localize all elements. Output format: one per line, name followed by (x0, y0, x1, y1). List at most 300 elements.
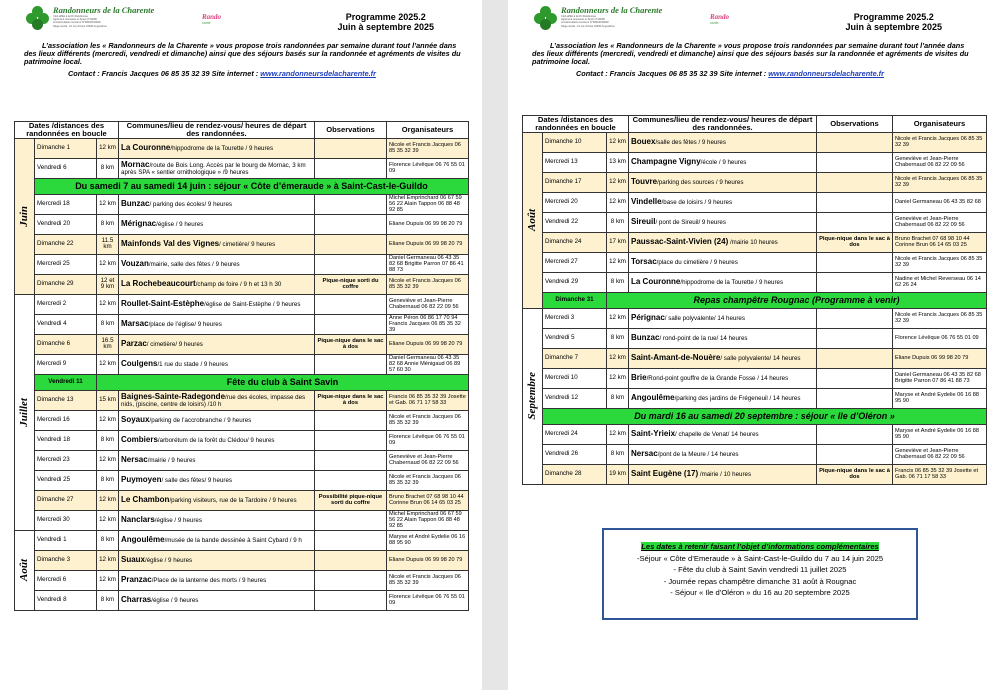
town-name: Baignes-Sainte-Radegonde (121, 391, 226, 401)
town-name: Champagne Vigny (631, 157, 701, 167)
organizer-cell: Nicole et Francis Jacques 06 85 35 32 39 (387, 138, 469, 158)
table-row (15, 334, 469, 354)
observation-cell: Pique-nique sorti du coffre (315, 274, 387, 294)
town-name: Pérignac (631, 313, 665, 323)
club-details: Club affilié à la FF Randonnée Agrément Jeunesse et Sport N°16038 Immatriculation tourisme N°IM016190002 Siège social : 21 rue d’Anse 16000 Angoulême (53, 15, 107, 28)
col-header-place: Communes/lieu de rendez-vous/ heures de départ des randonnées. (629, 116, 817, 133)
distance-cell: 11.5 km (97, 234, 119, 254)
place-cell (119, 314, 315, 334)
town-name: Nanclars (121, 515, 155, 525)
month-label-aout (523, 132, 543, 308)
meeting-point: /église / 9 heures (151, 597, 199, 605)
meeting-point: /rue des écoles, impasse des nids, (piscine, centre de loisirs) /10 h (121, 393, 306, 408)
date-cell: Mercredi 30 (35, 510, 97, 530)
table-row (523, 308, 987, 328)
organizer-cell: Eliane Dupuis 06 99 98 20 79 (387, 214, 469, 234)
distance-cell: 8 km (607, 212, 629, 232)
table-row (15, 550, 469, 570)
distance-cell: 16.5 km (97, 334, 119, 354)
distance-cell: 12 km (97, 138, 119, 158)
meeting-point: /pont de la Meure / 14 heures (657, 451, 739, 459)
meeting-point: /place du cimetière / 9 heures (656, 259, 738, 267)
meeting-point: / cimetière/ 9 heures (146, 341, 203, 349)
distance-cell: 12 km (97, 570, 119, 590)
month-name: Juin (18, 205, 31, 227)
table-row (15, 470, 469, 490)
key-date-line: - Séjour « Ile d’Oléron » du 16 au 20 septembre 2025 (670, 588, 850, 598)
organizer-cell: Geneviève et Jean-Pierre Chabernaud 06 82 22 09 56 (893, 212, 987, 232)
meeting-point: / salle polyvalente/ 14 heures (664, 315, 745, 323)
date-cell: Vendredi 26 (543, 444, 607, 464)
meeting-point: /champ de foire / 9 h et 13 h 30 (195, 281, 282, 289)
town-name: Nersac (631, 449, 658, 459)
table-row (523, 272, 987, 292)
town-name: La Rochebeaucourt (121, 279, 196, 289)
program-title: Programme 2025.2 Juin à septembre 2025 (845, 12, 942, 32)
observation-cell: Pique-nique dans le sac à dos (817, 464, 893, 484)
meeting-point: / chapelle de Venat/ 14 heures (675, 431, 759, 439)
table-row (523, 192, 987, 212)
event-banner: Repas champêtre Rougnac (Programme à venir) (607, 292, 987, 308)
observation-cell (817, 172, 893, 192)
observation-cell (315, 450, 387, 470)
key-date-line: - Fête du club à Saint Savin vendredi 11 juillet 2025 (673, 565, 847, 575)
meeting-point: /mairie 10 heures (728, 239, 778, 247)
organizer-cell: Bruno Brachet 07 68 98 10 44 Corinne Brun 06 14 65 03 25 (387, 490, 469, 510)
month-name: Août (526, 209, 539, 232)
observation-cell (315, 234, 387, 254)
distance-cell: 12 km (97, 354, 119, 374)
observation-cell (817, 272, 893, 292)
date-cell: Dimanche 17 (543, 172, 607, 192)
table-row (523, 424, 987, 444)
distance-cell: 8 km (97, 430, 119, 450)
table-row (15, 490, 469, 510)
distance-cell: 8 km (607, 388, 629, 408)
club-logo (26, 5, 222, 39)
meeting-point: /base de loisirs / 9 heures (661, 199, 733, 207)
program-title: Programme 2025.2 Juin à septembre 2025 (337, 12, 434, 32)
observation-cell (817, 328, 893, 348)
organizer-cell: Eliane Dupuis 06 99 98 20 79 (387, 234, 469, 254)
table-row (15, 390, 469, 410)
organizer-cell: Michel Emprinchard 06 67 59 56 22 Alain Tappon 06 88 48 92 85 (387, 510, 469, 530)
club-logo (534, 5, 730, 39)
distance-cell: 13 km (607, 152, 629, 172)
town-name: Bunzac (121, 199, 150, 209)
brand-name: Randonneurs de la Charente (53, 5, 155, 15)
meeting-point: /mairie, salle des fêtes / 9 heures (148, 261, 240, 269)
observation-cell (315, 294, 387, 314)
schedule-table (14, 121, 469, 611)
town-name: Marsac (121, 319, 149, 329)
meeting-point: / pont de Sireuil/ 9 heures (655, 219, 726, 227)
website-link[interactable]: www.randonneursdelacharente.fr (768, 69, 884, 78)
date-cell: Dimanche 22 (35, 234, 97, 254)
organizer-cell: Florence Lévêque 06 76 55 01 09 (387, 590, 469, 610)
town-name: Suaux (121, 555, 146, 565)
organizer-cell: Francis 06 85 35 32 39 Josette et Gab. 06 71 17 58 33 (893, 464, 987, 484)
table-row (15, 510, 469, 530)
place-cell (119, 410, 315, 430)
distance-cell: 8 km (97, 590, 119, 610)
organizer-cell: Nicole et Francis Jacques 06 85 35 32 39 (387, 274, 469, 294)
meeting-point: /église / 9 heures (156, 221, 204, 229)
table-row (15, 194, 469, 214)
table-row (15, 254, 469, 274)
key-dates-box (602, 528, 918, 620)
key-date-line: -Séjour « Côte d’Emeraude » à Saint-Cast-le-Guildo du 7 au 14 juin 2025 (636, 553, 884, 563)
date-cell: Mercredi 6 (35, 570, 97, 590)
date-cell: Mercredi 23 (35, 450, 97, 470)
meeting-point: /salle des fêtes / 9 heures (655, 139, 726, 147)
table-row (523, 152, 987, 172)
town-name: Torsac (631, 257, 657, 267)
event-row (523, 292, 987, 308)
observation-cell (315, 214, 387, 234)
distance-cell: 12 km (97, 194, 119, 214)
observation-cell (315, 530, 387, 550)
place-cell (119, 234, 315, 254)
meeting-point: / cimetière/ 9 heures (219, 241, 276, 249)
key-dates-title: Les dates à retenir faisant l’objet d’informations complémentaires (641, 542, 879, 551)
place-cell (629, 328, 817, 348)
observation-cell (315, 470, 387, 490)
col-header-organizers: Organisateurs (387, 122, 469, 139)
place-cell (119, 530, 315, 550)
place-cell (119, 294, 315, 314)
date-cell: Vendredi 18 (35, 430, 97, 450)
table-row (523, 252, 987, 272)
table-row (523, 132, 987, 152)
distance-cell: 8 km (607, 328, 629, 348)
meeting-point: /parking des jardins de Frégeneuil / 14 heures (674, 395, 801, 403)
date-cell: Dimanche 24 (543, 232, 607, 252)
place-cell (119, 334, 315, 354)
club-details: Club affilié à la FF Randonnée Agrément Jeunesse et Sport N°16038 Immatriculation tourisme N°IM016190002 Siège social : 21 rue d’Anse 16000 Angoulême (561, 15, 615, 28)
place-cell (119, 390, 315, 410)
town-name: Vouzan (121, 259, 149, 269)
observation-cell: Pique-nique dans le sac à dos (315, 390, 387, 410)
observation-cell (315, 510, 387, 530)
distance-cell: 12 km (607, 424, 629, 444)
table-row (523, 212, 987, 232)
month-label-juin (15, 138, 35, 294)
town-name: Angoulême (631, 393, 675, 403)
organizer-cell: Nicole et Francis Jacques 06 85 35 32 39 (893, 252, 987, 272)
town-name: Touvre (631, 177, 658, 187)
table-row (15, 234, 469, 254)
meeting-point: / salle des fêtes/ 9 heures (161, 477, 232, 485)
col-header-dates: Dates /distances des randonnées en boucle (523, 116, 629, 133)
rando-sante-logo: Rando santé (710, 13, 730, 25)
place-cell (629, 348, 817, 368)
meeting-point: /école / 9 heures (700, 159, 747, 167)
date-cell: Mercredi 3 (543, 308, 607, 328)
month-name: Juillet (18, 397, 31, 427)
distance-cell: 12 km (607, 308, 629, 328)
observation-cell (817, 152, 893, 172)
distance-cell: 8 km (607, 272, 629, 292)
date-cell: Dimanche 3 (35, 550, 97, 570)
header-row (523, 116, 987, 133)
place-cell (119, 490, 315, 510)
website-link[interactable]: www.randonneursdelacharente.fr (260, 69, 376, 78)
observation-cell (315, 430, 387, 450)
observation-cell (817, 444, 893, 464)
town-name: Sireuil (631, 217, 656, 227)
place-cell (629, 172, 817, 192)
town-name: La Couronne (121, 143, 171, 153)
organizer-cell: Daniel Germaneau 06 43 35 82 68 Annie Ménigaud 06 89 57 60 30 (387, 354, 469, 374)
date-cell: Vendredi 5 (543, 328, 607, 348)
date-cell: Dimanche 6 (35, 334, 97, 354)
meeting-point: /parking visiteurs, rue de la Tardoire / 9 heures (169, 497, 297, 505)
distance-cell: 12 km (97, 510, 119, 530)
organizer-cell: Eliane Dupuis 06 99 98 20 79 (387, 550, 469, 570)
organizer-cell: Nicole et Francis Jacques 06 85 35 32 39 (387, 570, 469, 590)
organizer-cell: Geneviève et Jean-Pierre Chabernaud 06 82 22 09 56 (387, 450, 469, 470)
meeting-point: /Rond-point gouffre de la Grande Fosse / 14 heures (646, 375, 789, 383)
intro-text: L’association les « Randonneurs de la Charente » vous propose trois randonnées par semaine durant tout l’année dans des lieux différents (mercredi, vendredi et dimanche) ainsi que des séjours basés sur la randonnée et agréments de visites du patrimoine local. (24, 41, 461, 67)
date-cell: Vendredi 4 (35, 314, 97, 334)
event-row (523, 408, 987, 424)
place-cell (119, 430, 315, 450)
distance-cell: 12 km (97, 550, 119, 570)
meeting-point: /église / 9 heures (145, 557, 193, 565)
place-cell (119, 158, 315, 178)
organizer-cell: Nicole et Francis Jacques 06 85 35 32 39 (893, 172, 987, 192)
town-name: Nersac (121, 455, 148, 465)
table-row (523, 232, 987, 252)
col-header-place: Communes/lieu de rendez-vous/ heures de départ des randonnées. (119, 122, 315, 139)
distance-cell: 17 km (607, 232, 629, 252)
meeting-point: /église / 9 heures (154, 517, 202, 525)
town-name: Puymoyen (121, 475, 162, 485)
town-name: Brie (631, 373, 647, 383)
organizer-cell: Bruno Brachet 07 68 98 10 44 Corinne Brun 06 14 65 03 25 (893, 232, 987, 252)
town-name: Roullet-Saint-Estèphe (121, 299, 205, 309)
date-cell: Mercredi 18 (35, 194, 97, 214)
place-cell (119, 354, 315, 374)
place-cell (629, 272, 817, 292)
town-name: Saint Eugène (17) (631, 469, 699, 479)
date-cell: Vendredi 1 (35, 530, 97, 550)
event-banner: Fête du club à Saint Savin (97, 374, 469, 390)
date-cell: Mercredi 13 (543, 152, 607, 172)
month-name: Septembre (526, 372, 539, 420)
date-cell: Dimanche 10 (543, 132, 607, 152)
table-row (523, 328, 987, 348)
intro-text: L’association les « Randonneurs de la Charente » vous propose trois randonnées par semaine durant tout l’année dans des lieux différents (mercredi, vendredi et dimanche) ainsi que des séjours basés sur la randonnée et agréments de visites du patrimoine local. (532, 41, 969, 67)
table-row (523, 172, 987, 192)
place-cell (629, 192, 817, 212)
meeting-point: /mairie / 10 heures (698, 471, 752, 479)
date-cell: Vendredi 11 (35, 374, 97, 390)
event-banner: Du samedi 7 au samedi 14 juin : séjour « Côte d’émeraude » à Saint-Cast-le-Guildo (35, 178, 469, 194)
organizer-cell: Anne Péron 06 86 17 70 94 Francis Jacques 06 85 35 32 39 (387, 314, 469, 334)
date-cell: Mercredi 20 (543, 192, 607, 212)
observation-cell (315, 354, 387, 374)
organizer-cell: Maryse et André Eydelie 06 16 88 95 90 (893, 424, 987, 444)
month-label-juillet (15, 294, 35, 530)
clover-icon (26, 6, 50, 30)
date-cell: Vendredi 6 (35, 158, 97, 178)
date-cell: Mercredi 9 (35, 354, 97, 374)
observation-cell (315, 570, 387, 590)
meeting-point: /arborétum de la forêt du Clédou/ 9 heures (157, 437, 275, 445)
date-cell: Dimanche 29 (35, 274, 97, 294)
program-page-2 (508, 0, 990, 690)
month-name: Août (18, 559, 31, 582)
place-cell (119, 450, 315, 470)
place-cell (119, 194, 315, 214)
distance-cell: 8 km (97, 214, 119, 234)
organizer-cell: Eliane Dupuis 06 99 98 20 79 (893, 348, 987, 368)
event-banner: Du mardi 16 au samedi 20 septembre : séjour « Ile d’Oléron » (543, 408, 987, 424)
town-name: Paussac-Saint-Vivien (24) (631, 237, 729, 247)
contact-line: Contact : Francis Jacques 06 85 35 32 39 Site internet : www.randonneursdelacharente.fr (576, 69, 884, 78)
table-row (523, 464, 987, 484)
place-cell (629, 308, 817, 328)
town-name: Coulgens (121, 359, 158, 369)
meeting-point: /église de Saint-Estèphe / 9 heures (204, 301, 301, 309)
town-name: Angoulême (121, 535, 165, 545)
table-row (15, 450, 469, 470)
organizer-cell: Nadine et Michel Reverseau 06 14 62 26 24 (893, 272, 987, 292)
observation-cell (817, 348, 893, 368)
place-cell (119, 510, 315, 530)
place-cell (629, 212, 817, 232)
col-header-dates: Dates /distances des randonnées en boucle (15, 122, 119, 139)
distance-cell: 12 km (97, 294, 119, 314)
town-name: Mornac (121, 159, 150, 169)
place-cell (629, 152, 817, 172)
col-header-observations: Observations (817, 116, 893, 133)
month-label-aout (15, 530, 35, 610)
organizer-cell: Nicole et Francis Jacques 06 85 35 32 39 (893, 308, 987, 328)
meeting-point: /mairie / 9 heures (147, 457, 196, 465)
organizer-cell: Maryse et André Eydelie 06 16 88 95 90 (387, 530, 469, 550)
month-label-septembre (523, 308, 543, 484)
date-cell: Dimanche 13 (35, 390, 97, 410)
distance-cell: 12 km (607, 132, 629, 152)
town-name: Vindelle (631, 197, 662, 207)
place-cell (119, 590, 315, 610)
organizer-cell: Daniel Germaneau 06 43 35 82 68 (893, 192, 987, 212)
town-name: Pranzac (121, 575, 152, 585)
date-cell: Dimanche 27 (35, 490, 97, 510)
distance-cell: 8 km (97, 158, 119, 178)
date-cell: Vendredi 25 (35, 470, 97, 490)
place-cell (629, 232, 817, 252)
date-cell: Vendredi 20 (35, 214, 97, 234)
table-row (15, 530, 469, 550)
town-name: Saint-Amant-de-Nouère (631, 353, 721, 363)
organizer-cell: Michel Emprinchard 06 67 59 56 22 Alain Tappon 06 88 48 92 85 (387, 194, 469, 214)
date-cell: Mercredi 16 (35, 410, 97, 430)
distance-cell: 12 km (97, 410, 119, 430)
date-cell: Vendredi 12 (543, 388, 607, 408)
observation-cell (315, 194, 387, 214)
distance-cell: 12 km (607, 368, 629, 388)
distance-cell: 8 km (607, 444, 629, 464)
distance-cell: 8 km (97, 530, 119, 550)
meeting-point: /parking de l’accrobranche / 9 heures (149, 417, 252, 425)
table-row (15, 214, 469, 234)
observation-cell (817, 212, 893, 232)
meeting-point: /place de l’église/ 9 heures (148, 321, 222, 329)
meeting-point: / parking des écoles/ 9 heures (149, 201, 233, 209)
town-name: Saint-Yrieix (631, 429, 676, 439)
observation-cell (817, 388, 893, 408)
observation-cell (315, 550, 387, 570)
distance-cell: 19 km (607, 464, 629, 484)
meeting-point: /1 rue du stade / 9 heures (157, 361, 228, 369)
organizer-cell: Maryse et André Eydelie 06 16 88 95 90 (893, 388, 987, 408)
place-cell (629, 368, 817, 388)
distance-cell: 12 et 9 km (97, 274, 119, 294)
place-cell (119, 214, 315, 234)
observation-cell (817, 132, 893, 152)
distance-cell: 12 km (607, 172, 629, 192)
distance-cell: 12 km (607, 252, 629, 272)
observation-cell (817, 424, 893, 444)
observation-cell: Pique-nique dans le sac à dos (817, 232, 893, 252)
event-row (15, 374, 469, 390)
table-row (15, 158, 469, 178)
table-row (15, 570, 469, 590)
town-name: Soyaux (121, 415, 150, 425)
organizer-cell: Nicole et Francis Jacques 06 85 35 32 39 (387, 470, 469, 490)
observation-cell (817, 368, 893, 388)
organizer-cell: Francis 06 85 35 32 39 Josette et Gab. 06 71 17 58 33 (387, 390, 469, 410)
event-row (15, 178, 469, 194)
table-row (523, 368, 987, 388)
date-cell: Mercredi 24 (543, 424, 607, 444)
date-cell: Vendredi 8 (35, 590, 97, 610)
observation-cell (817, 308, 893, 328)
col-header-organizers: Organisateurs (893, 116, 987, 133)
date-cell: Dimanche 7 (543, 348, 607, 368)
organizer-cell: Daniel Germaneau 06 43 35 82 68 Brigitte Parron 07 86 41 88 73 (387, 254, 469, 274)
organizer-cell: Nicole et Francis Jacques 06 85 35 32 39 (893, 132, 987, 152)
town-name: La Couronne (631, 277, 681, 287)
place-cell (629, 424, 817, 444)
place-cell (629, 388, 817, 408)
meeting-point: / salle polyvalente/ 14 heures (720, 355, 801, 363)
contact-line: Contact : Francis Jacques 06 85 35 32 39 Site internet : www.randonneursdelacharente.fr (68, 69, 376, 78)
place-cell (629, 464, 817, 484)
distance-cell: 8 km (97, 470, 119, 490)
brand-name: Randonneurs de la Charente (561, 5, 663, 15)
place-cell (119, 570, 315, 590)
date-cell: Vendredi 22 (543, 212, 607, 232)
town-name: Combiers (121, 435, 158, 445)
date-cell: Mercredi 2 (35, 294, 97, 314)
observation-cell (315, 314, 387, 334)
rando-sante-logo: Rando santé (202, 13, 222, 25)
table-row (15, 138, 469, 158)
observation-cell (315, 410, 387, 430)
date-cell: Mercredi 25 (35, 254, 97, 274)
town-name: Parzac (121, 339, 147, 349)
place-cell (119, 470, 315, 490)
distance-cell: 12 km (607, 192, 629, 212)
date-cell: Dimanche 31 (543, 292, 607, 308)
place-cell (119, 550, 315, 570)
place-cell (119, 138, 315, 158)
